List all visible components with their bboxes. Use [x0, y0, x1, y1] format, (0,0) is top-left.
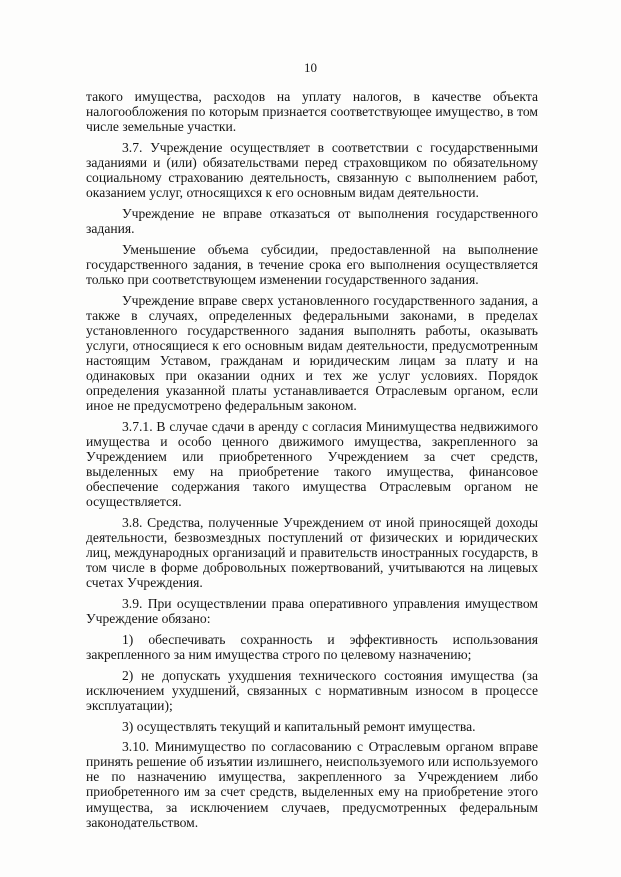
paragraph-3-7-1: 3.7.1. В случае сдачи в аренду с согласия Минимущества недвижимого имущества и особо ценного движимого имущества, закрепленного за Учреждением или приобретенного Учреждением за счет средств, выделенных ему на приобретение такого имущества, финансовое обеспечение содержания такого имущества Отраслевым органом не осуществляется.	[86, 418, 538, 510]
paragraph-3-8: 3.8. Средства, полученные Учреждением от иной приносящей доходы деятельности, безвозмездных поступлений от физических и юридических лиц, международных организаций и правительств иностранных государств, в том числе в форме добровольных пожертвований, учитываются на лицевых счетах Учреждения.	[86, 515, 538, 591]
list-item-3: 3) осуществлять текущий и капитальный ремонт имущества.	[122, 718, 476, 734]
list-item-1: 1) обеспечивать сохранность и эффективность использования закрепленного за ним имущества строго по целевому назначению;	[86, 631, 538, 662]
paragraph-3-9: 3.9. При осуществлении права оперативного управления имуществом Учреждение обязано:	[86, 596, 538, 627]
paragraph-subsidy-reduction: Уменьшение объема субсидии, предоставленной на выполнение государственного задания, в течение срока его выполнения осуществляется только при соответствующем изменении государственного задания.	[86, 241, 538, 287]
page-number: 10	[304, 60, 317, 75]
paragraph-continuation: такого имущества, расходов на уплату налогов, в качестве объекта налогообложения по которым признается соответствующее имущество, в том числе земельные участки.	[86, 89, 538, 135]
paragraph-3-7: 3.7. Учреждение осуществляет в соответствии с государственными заданиями и (или) обязательствами перед страховщиком по обязательному социальному страхованию деятельность, связанную с выполнением работ, оказанием услуг, относящихся к его основным видам деятельности.	[86, 139, 538, 201]
document-body	[86, 89, 538, 830]
paragraph-paid-services: Учреждение вправе сверх установленного государственного задания, а также в случаях, определенных федеральными законами, в пределах установленного государственного задания выполнять работы, оказывать услуги, относящиеся к его основным видам деятельности, предусмотренным настоящим Уставом, гражданам и юридическим лицам за плату и на одинаковых при оказании одних и тех же услуг условиях. Порядок определения указанной платы устанавливается Отраслевым органом, если иное не предусмотрено федеральным законом.	[86, 292, 538, 414]
paragraph-refusal: Учреждение не вправе отказаться от выполнения государственного задания.	[86, 205, 538, 236]
paragraph-3-10: 3.10. Минимущество по согласованию с Отраслевым органом вправе принять решение об изъятии излишнего, неиспользуемого или используемого не по назначению имущества, закрепленного за Учреждением либо приобретенного им за счет средств, выделенных ему на приобретение этого имущества, за исключением случаев, предусмотренных федеральным законодательством.	[86, 739, 538, 830]
list-item-2: 2) не допускать ухудшения технического состояния имущества (за исключением ухудшений, связанных с нормативным износом в процессе эксплуатации);	[86, 667, 538, 713]
